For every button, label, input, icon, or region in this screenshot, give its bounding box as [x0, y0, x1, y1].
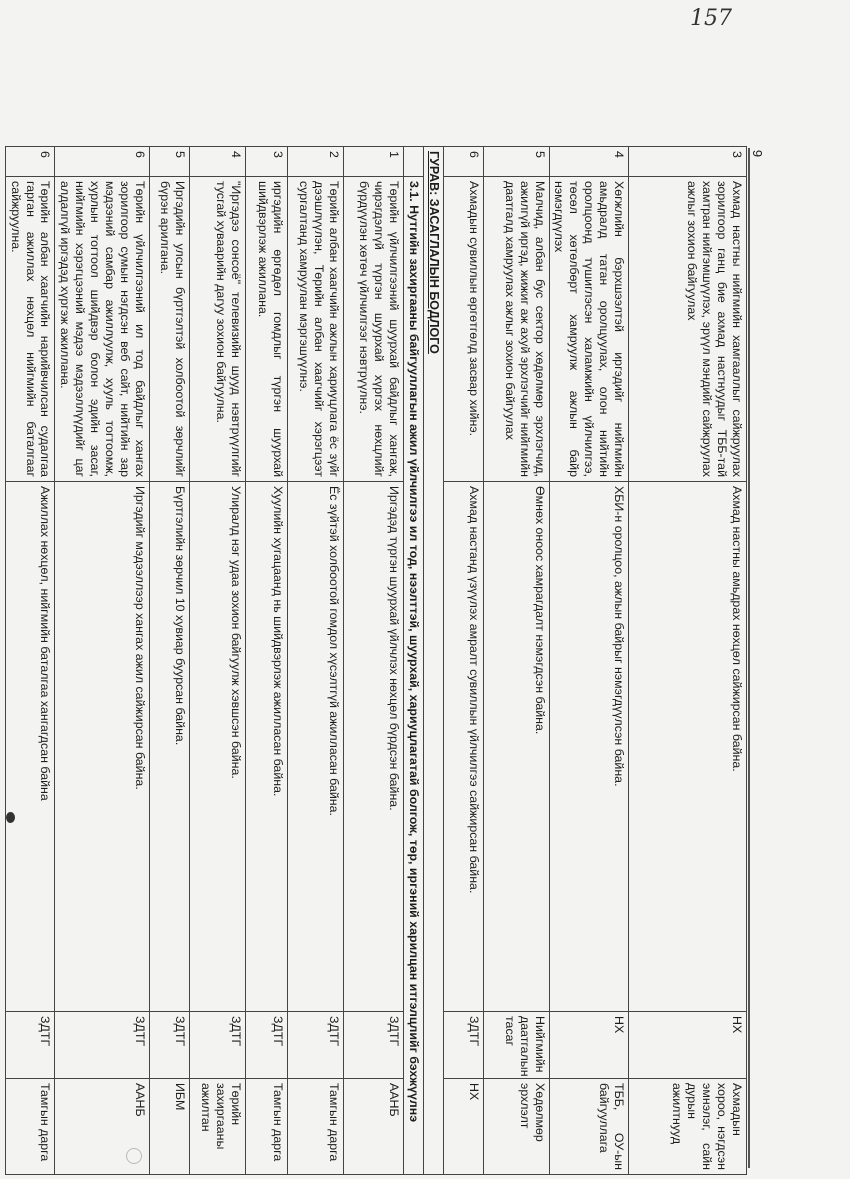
row-action: Төрийн албан хаагчийн нарийвчилсан судалгаа гарган ажиллах нөхцөл нийгмийн баталгааг сайжруулна. — [5, 177, 55, 482]
row-funding: ЗДТГ — [287, 1012, 343, 1079]
row-number: 3 — [245, 147, 287, 177]
subsection-row — [403, 147, 423, 1175]
table-row — [55, 147, 149, 1175]
row-result: Бүртгэлийн зөрчил 10 хувиар буурсан байна. — [149, 482, 189, 1012]
row-funding: ЗДТГ — [245, 1012, 287, 1079]
subsection-title: 3.1. Нутгийн захиргааны байгууллагын ажил үйлчилгээ ил тод, нээлттэй, шуурхай, хариуцлагатай болгож, төр, иргэний харилцан итгэлцлийг бэхжүүлнэ — [403, 177, 423, 1175]
row-responsible: Ахмадын хороо, нэгдсэн эмнэлэг, сайн дурын ажилтнууд — [629, 1079, 747, 1175]
row-result: Ёс зүйтэй холбоотой гомдол хүсэлтгүй ажилласан байна. — [287, 482, 343, 1012]
table-row — [343, 147, 403, 1175]
page-edge-line — [748, 148, 750, 1168]
action-plan-table — [5, 146, 747, 1175]
table-row — [549, 147, 628, 1175]
row-funding: ЗДТГ — [149, 1012, 189, 1079]
row-result: Иргэдэд түргэн шуурхай үйлчлэх нөхцөл бүрдсэн байна. — [343, 482, 403, 1012]
row-responsible: Тамгын дарга — [245, 1079, 287, 1175]
row-number: 4 — [549, 147, 628, 177]
row-funding: Нийгмийн даатгалын тасаг — [483, 1012, 549, 1079]
table-row — [189, 147, 245, 1175]
row-result: ХБИ-н оролцоо, ажлын байрыг нэмэгдүүлсэн байна. — [549, 482, 628, 1012]
table-row — [245, 147, 287, 1175]
row-number: 1 — [343, 147, 403, 177]
row-result: Хуулийн хугацаанд нь шийдвэрлэж ажилласан байна. — [245, 482, 287, 1012]
row-result: Ахмад настанд үзүүлэх амралт сувиллын үйлчилгээ сайжирсан байна. — [443, 482, 483, 1012]
row-funding: ЗДТГ — [343, 1012, 403, 1079]
table-row — [443, 147, 483, 1175]
row-responsible: ИБМ — [149, 1079, 189, 1175]
row-responsible: Төрийн захиргааны ажилтан — [189, 1079, 245, 1175]
row-number: 5 — [483, 147, 549, 177]
row-funding: НХ — [629, 1012, 747, 1079]
row-number: 5 — [149, 147, 189, 177]
row-responsible: НХ — [443, 1079, 483, 1175]
page-number-annotation: 157 — [690, 6, 732, 31]
table-row — [629, 147, 747, 1175]
rotated-table-wrapper — [8, 146, 747, 1174]
row-result: Иргэдийг мэдээллээр хангах ажил сайжирсан байна. — [55, 482, 149, 1012]
row-funding: ЗДТГ — [189, 1012, 245, 1079]
row-action: Ахмад настны нийгмийн хамгааллыг сайжруулах зорилгоор ганц бие ахмад настнуудыг ТББ-тай хамтран нийгэмшүүлэх, эрүүл мэндийг сайжруулах ажлыг зохион байгуулах — [629, 177, 747, 482]
row-action: Иргэдийн улсын бүртгэлтэй холбоотой зөрчлийг бүрэн арилгана. — [149, 177, 189, 482]
row-number: 2 — [287, 147, 343, 177]
table-row — [5, 147, 55, 1175]
row-result: Улиралд нэг удаа зохион байгуулж хэвшсэн байна. — [189, 482, 245, 1012]
row-responsible: Хөдөлмөр эрхлэлт — [483, 1079, 549, 1175]
row-result: Ажиллах нөхцөл, нийгмийн баталгаа хангагдсан байна — [5, 482, 55, 1012]
row-funding: НХ — [549, 1012, 628, 1079]
table-row — [149, 147, 189, 1175]
row-number: 4 — [189, 147, 245, 177]
row-action: иргэдийн өргөдөл гомдлыг түргэн шуурхай шийдвэрлэж ажиллана. — [245, 177, 287, 482]
row-responsible: ААНБ — [55, 1079, 149, 1175]
row-responsible: Тамгын дарга — [5, 1079, 55, 1175]
row-funding: ЗДТГ — [5, 1012, 55, 1079]
section-title: ГУРАВ: ЗАСАГЛАЛЫН БОДЛОГО — [423, 147, 443, 1175]
row-funding: ЗДТГ — [55, 1012, 149, 1079]
row-action: Төрийн үйлчилгээний ил тод байдлыг хангах зорилгоор сумын нэгдсэн веб сайт, нийтийн зар мэдээний самбар ажиллуулж, хууль тогтоомж, хурлын тогтоол шийдвэр болон эдийн засаг, нийгмийн хэрэгцээний мэдээ мэдээллүүдийг цаг алдалгүй иргэдэд хүргэж ажиллана. — [55, 177, 149, 482]
row-action: "Иргэдээ сонсоё" телевизийн шууд нэвтрүүлгийг тусгай хуваарийн дагуу зохион байгуулна. — [189, 177, 245, 482]
row-number: 6 — [5, 147, 55, 177]
table-row — [483, 147, 549, 1175]
row-action: Төрийн албан хаагчийн ажлын хариуцлага ёс зүйг дээшлүүлэн, Төрийн албан хаагчийг хэрэгцээт сургалтанд хамруулан мэргэшүүлнэ. — [287, 177, 343, 482]
section-row — [423, 147, 443, 1175]
row-action: Ахмадын сувиллын өргөтгөлд засвар хийнэ. — [443, 177, 483, 482]
table-row — [287, 147, 343, 1175]
row-number: 6 — [443, 147, 483, 177]
row-responsible: Тамгын дарга — [287, 1079, 343, 1175]
row-result: Ахмад настны амьдрах нөхцөл сайжирсан байна. — [629, 482, 747, 1012]
row-action: Төрийн үйлчилгээний шуурхай байдлыг хангаж, чирэгдэлгүй түргэн шуурхай хүргэх нөхцлийг бүрдүүлэн хөтөч үйлчилгээг нэвтрүүлнэ. — [343, 177, 403, 482]
row-number: 6 — [55, 147, 149, 177]
row-funding: ЗДТГ — [443, 1012, 483, 1079]
row-result: Өмнөх оноос хамрагдалт нэмэгдсэн байна. — [483, 482, 549, 1012]
row-action: Малчид, албан бус сектор хөдөлмөр эрхлэгчид, ажилгүй иргэд, жижиг аж ахуй эрхлэгчийг нийгмийн даатгалд хамруулах ажлыг зохион байгуулах — [483, 177, 549, 482]
row-responsible: ТББ, ОУ-ын байгууллага — [549, 1079, 628, 1175]
row-action: Хөгжлийн бэрхшээлтэй иргэдийг нийгмийн амьдралд татан оролцуулах, олон нийтийн оролцоонд түшиглэсэн халамжийн үйлчилгээ, төсөл хөтөлбөрт хамруулж ажлын байр нэмэгдүүлэх — [549, 177, 628, 482]
sheet-number: 9 — [750, 149, 766, 158]
row-responsible: ААНБ — [343, 1079, 403, 1175]
row-number: 3 — [629, 147, 747, 177]
